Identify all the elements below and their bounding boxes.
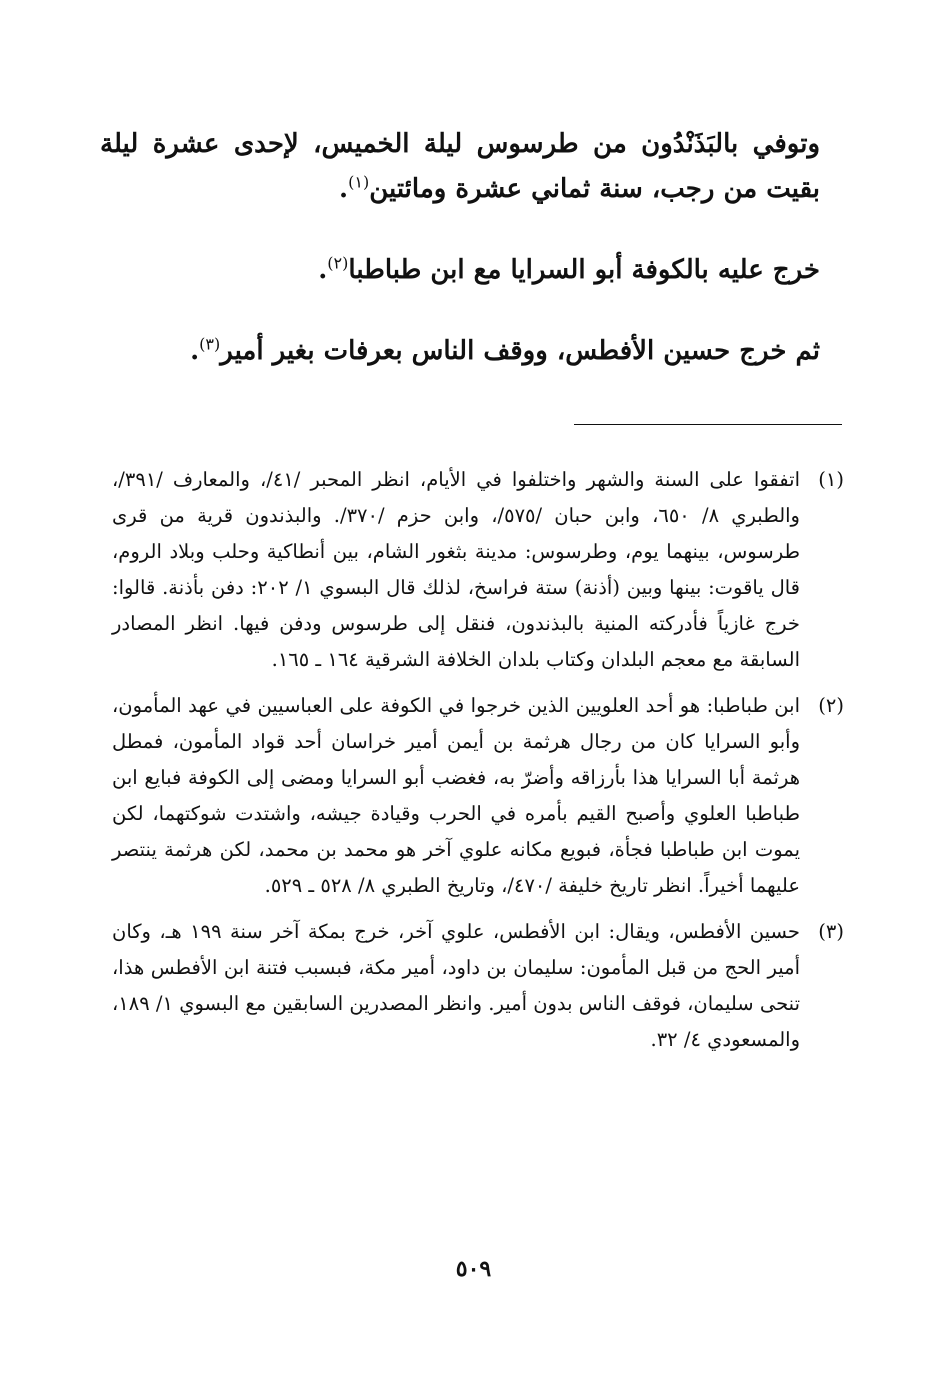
page-number: ٥٠٩	[455, 1256, 492, 1282]
main-paragraph-1	[100, 122, 842, 212]
footnote-2	[112, 688, 844, 904]
footnote-1	[112, 462, 844, 678]
main-paragraph-2-text: خرج عليه بالكوفة أبو السرايا مع ابن طباطبا	[348, 255, 820, 285]
main-paragraph-3-text: ثم خرج حسين الأفطس، ووقف الناس بعرفات بغير أمير	[220, 336, 820, 366]
footnote-3-number: (٣)	[818, 920, 844, 943]
footnotes-section	[112, 462, 844, 1068]
footnote-3	[112, 914, 844, 1058]
footnote-1-text: اتفقوا على السنة والشهر واختلفوا في الأيام، انظر المحبر /٤١/، والمعارف /٣٩١/، والطبري ٨/ ٦٥٠، وابن حبان /٥٧٥/، وابن حزم /٣٧٠/. والبذندون قرية من قرى طرسوس، بينهما يوم، وطرسوس: مدينة بثغور الشام، بين أنطاكية وحلب وبلاد الروم، قال ياقوت: بينها وبين (أذنة) ستة فراسخ، لذلك قال البسوي ١/ ٢٠٢: دفن بأذنة. قالوا: خرج غازياً فأدركته المنية بالبذندون، فنقل إلى طرسوس ودفن فيها. انظر المصادر السابقة مع معجم البلدان وكتاب بلدان الخلافة الشرقية ١٦٤ ـ ١٦٥.	[112, 468, 801, 671]
footnote-reference-1[interactable]: (١)	[348, 172, 370, 192]
footnote-1-number: (١)	[818, 468, 844, 491]
footnote-separator	[574, 424, 842, 425]
main-paragraph-3-end: .	[190, 336, 200, 366]
main-paragraph-2-end: .	[318, 255, 328, 285]
main-paragraph-3	[100, 329, 842, 374]
main-paragraph-1-end: .	[339, 174, 349, 204]
main-text-block	[100, 122, 842, 374]
main-paragraph-2	[100, 248, 842, 293]
footnote-3-text: حسين الأفطس، ويقال: ابن الأفطس، علوي آخر، خرج بمكة آخر سنة ١٩٩ هـ، وكان أمير الحج من قبل المأمون: سليمان بن داود، أمير مكة، فبسبب فتنة ابن الأفطس هذا، تنحى سليمان، فوقف الناس بدون أمير. وانظر المصدرين السابقين مع البسوي ١/ ١٨٩، والمسعودي ٤/ ٣٢.	[112, 920, 800, 1051]
footnote-reference-3[interactable]: (٣)	[199, 334, 221, 354]
main-paragraph-1-text: وتوفي بالبَذَنْدُون من طرسوس ليلة الخميس، لإحدى عشرة ليلة بقيت من رجب، سنة ثماني عشرة ومائتين	[100, 129, 820, 204]
footnote-reference-2[interactable]: (٢)	[327, 253, 349, 273]
footnote-2-text: ابن طباطبا: هو أحد العلويين الذين خرجوا في الكوفة على العباسيين في عهد المأمون، وأبو السرايا كان من رجال هرثمة بن أيمن أمير خراسان أحد قواد المأمون، فمطل هرثمة أبا السرايا هذا بأرزاقه وأضرّ به، فغضب أبو السرايا ومضى إلى الكوفة فبايع ابن طباطبا العلوي وأصبح القيم بأمره في الحرب وقيادة جيشه، واشتدت شوكتهما، لكن يموت ابن طباطبا فجأة، فبويع مكانه علوي آخر هو محمد بن محمد، لكن هرثمة ينتصر عليهما أخيراً. انظر تاريخ خليفة /٤٧٠/، وتاريخ الطبري ٨/ ٥٢٨ ـ ٥٢٩.	[112, 694, 800, 897]
footnote-2-number: (٢)	[818, 694, 844, 717]
